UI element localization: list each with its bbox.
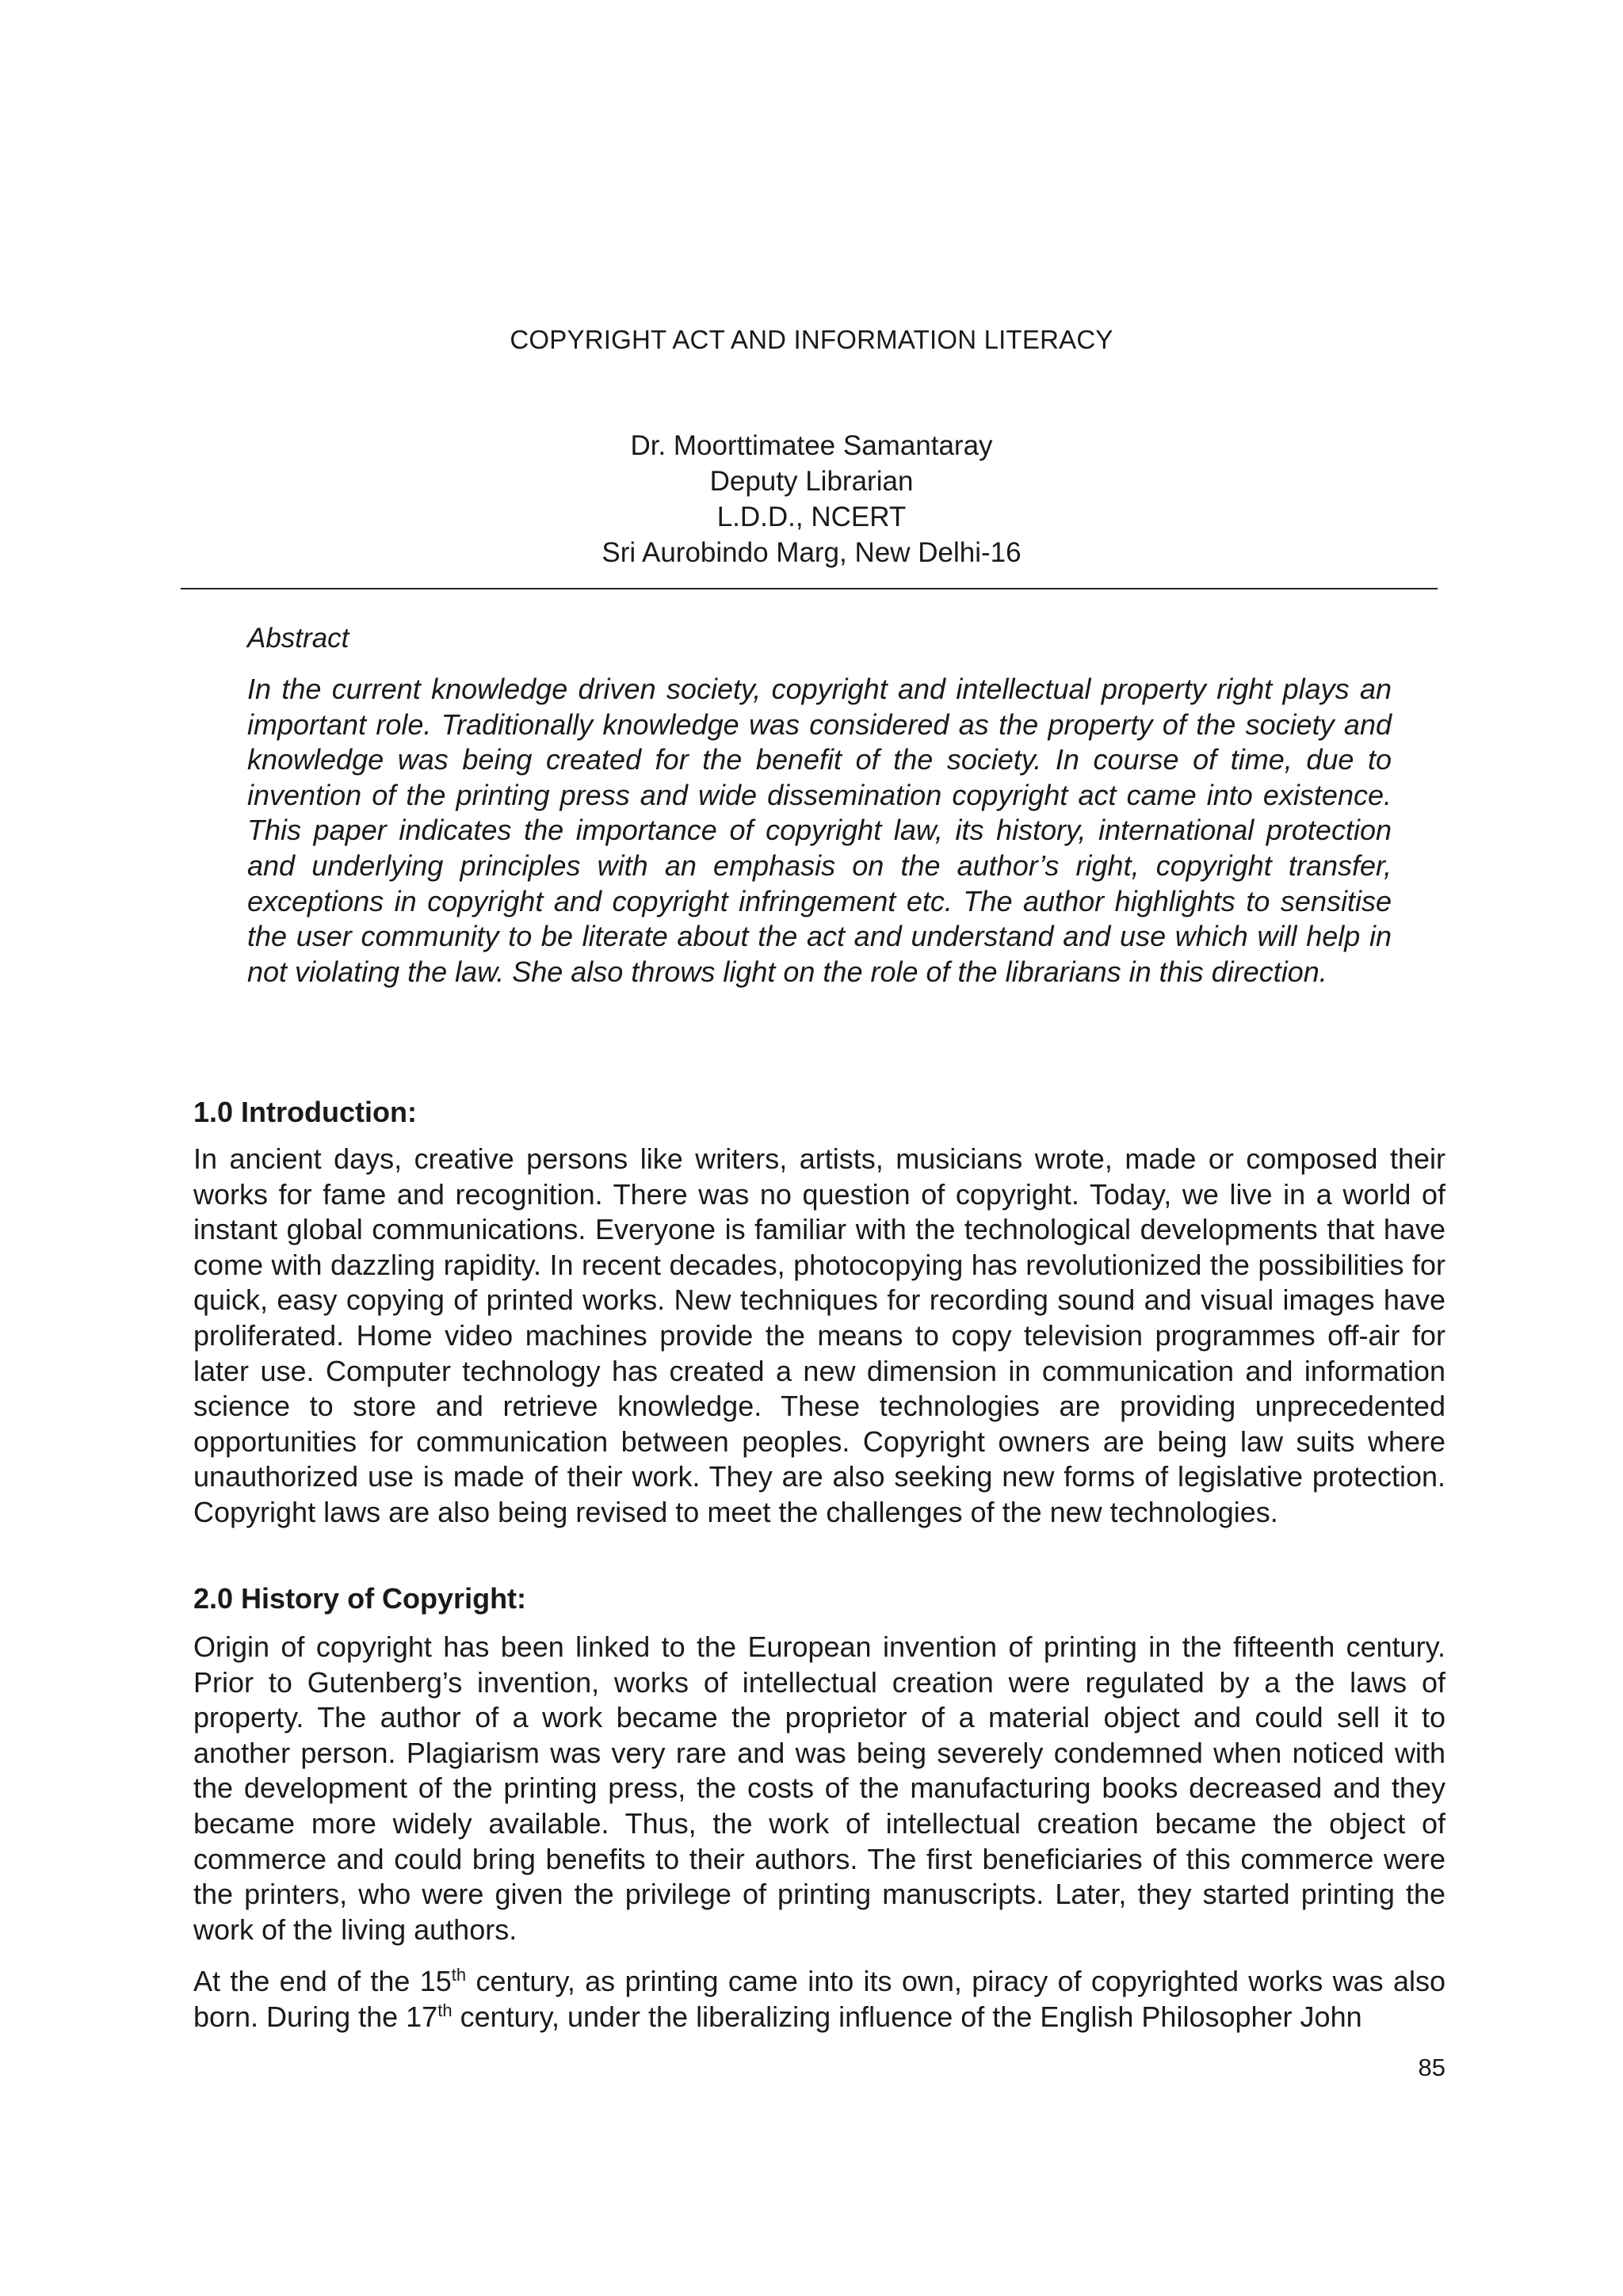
paper-title: COPYRIGHT ACT AND INFORMATION LITERACY xyxy=(510,325,1113,354)
history-paragraph-2-part3: century, under the liberalizing influence of the English Philosopher John xyxy=(452,2000,1362,2033)
history-paragraph-2-part1: At the end of the 15 xyxy=(193,1965,452,1997)
history-paragraph-1: Origin of copyright has been linked to the European invention of printing in the fifteenth century. Prior to Gutenberg’s invention, works of intellectual creation were regulated by a the laws of property. The author of a work became the proprietor of a material object and could sell it to another person. Plagiarism was very rare and was being severely condemned when noticed with the development of the printing press, the costs of the manufacturing books decreased and they became more widely available. Thus, the work of intellectual creation became the object of commerce and could bring benefits to their authors. The first beneficiaries of this commerce were the printers, who were given the privilege of printing manuscripts. Later, they started printing the work of the living authors. xyxy=(193,1630,1445,1946)
author-department: L.D.D., NCERT xyxy=(716,502,907,532)
history-paragraph-2 xyxy=(193,1964,1445,2035)
author-designation: Deputy Librarian xyxy=(709,466,914,497)
abstract-text: In the current knowledge driven society, copyright and intellectual property right plays an important role. Traditionally knowledge was considered as the property of the society and knowledge was being created for the benefit of the society. In course of time, due to invention of the printing press and wide dissemination copyright act came into existence. This paper indicates the importance of copyright law, its history, international protection and underlying principles with an emphasis on the author’s right, copyright transfer, exceptions in copyright and copyright infringement etc. The author highlights to sensitise the user community to be literate about the act and understand and use which will help in not violating the law. She also throws light on the role of the librarians in this direction. xyxy=(247,673,1392,988)
ordinal-superscript: th xyxy=(437,2000,453,2020)
horizontal-divider xyxy=(181,588,1438,589)
page-number: 85 xyxy=(1418,2054,1445,2081)
abstract-heading: Abstract xyxy=(247,623,349,654)
ordinal-superscript: th xyxy=(451,1965,467,1985)
introduction-paragraph: In ancient days, creative persons like writers, artists, musicians wrote, made or composed their works for fame and recognition. There was no question of copyright. Today, we live in a world of instant global communications. Everyone is familiar with the technological developments that have come with dazzling rapidity. In recent decades, photocopying has revolutionized the possibilities for quick, easy copying of printed works. New techniques for recording sound and visual images have proliferated. Home video machines provide the means to copy television programmes off-air for later use. Computer technology has created a new dimension in communication and information science to store and retrieve knowledge. These technologies are providing unprecedented opportunities for communication between peoples. Copyright owners are being law suits where unauthorized use is made of their work. They are also seeking new forms of legislative protection. Copyright laws are also being revised to meet the challenges of the new technologies. xyxy=(193,1142,1445,1528)
history-paragraph-2-part2: century, as printing came into its own, piracy of copyrighted works was also born. During the 17 xyxy=(193,1965,1445,2033)
author-block xyxy=(0,428,1623,570)
author-address: Sri Aurobindo Marg, New Delhi-16 xyxy=(601,537,1022,568)
section-heading-introduction: 1.0 Introduction: xyxy=(193,1096,417,1128)
author-name: Dr. Moorttimatee Samantaray xyxy=(630,430,993,461)
section-heading-history: 2.0 History of Copyright: xyxy=(193,1582,527,1615)
